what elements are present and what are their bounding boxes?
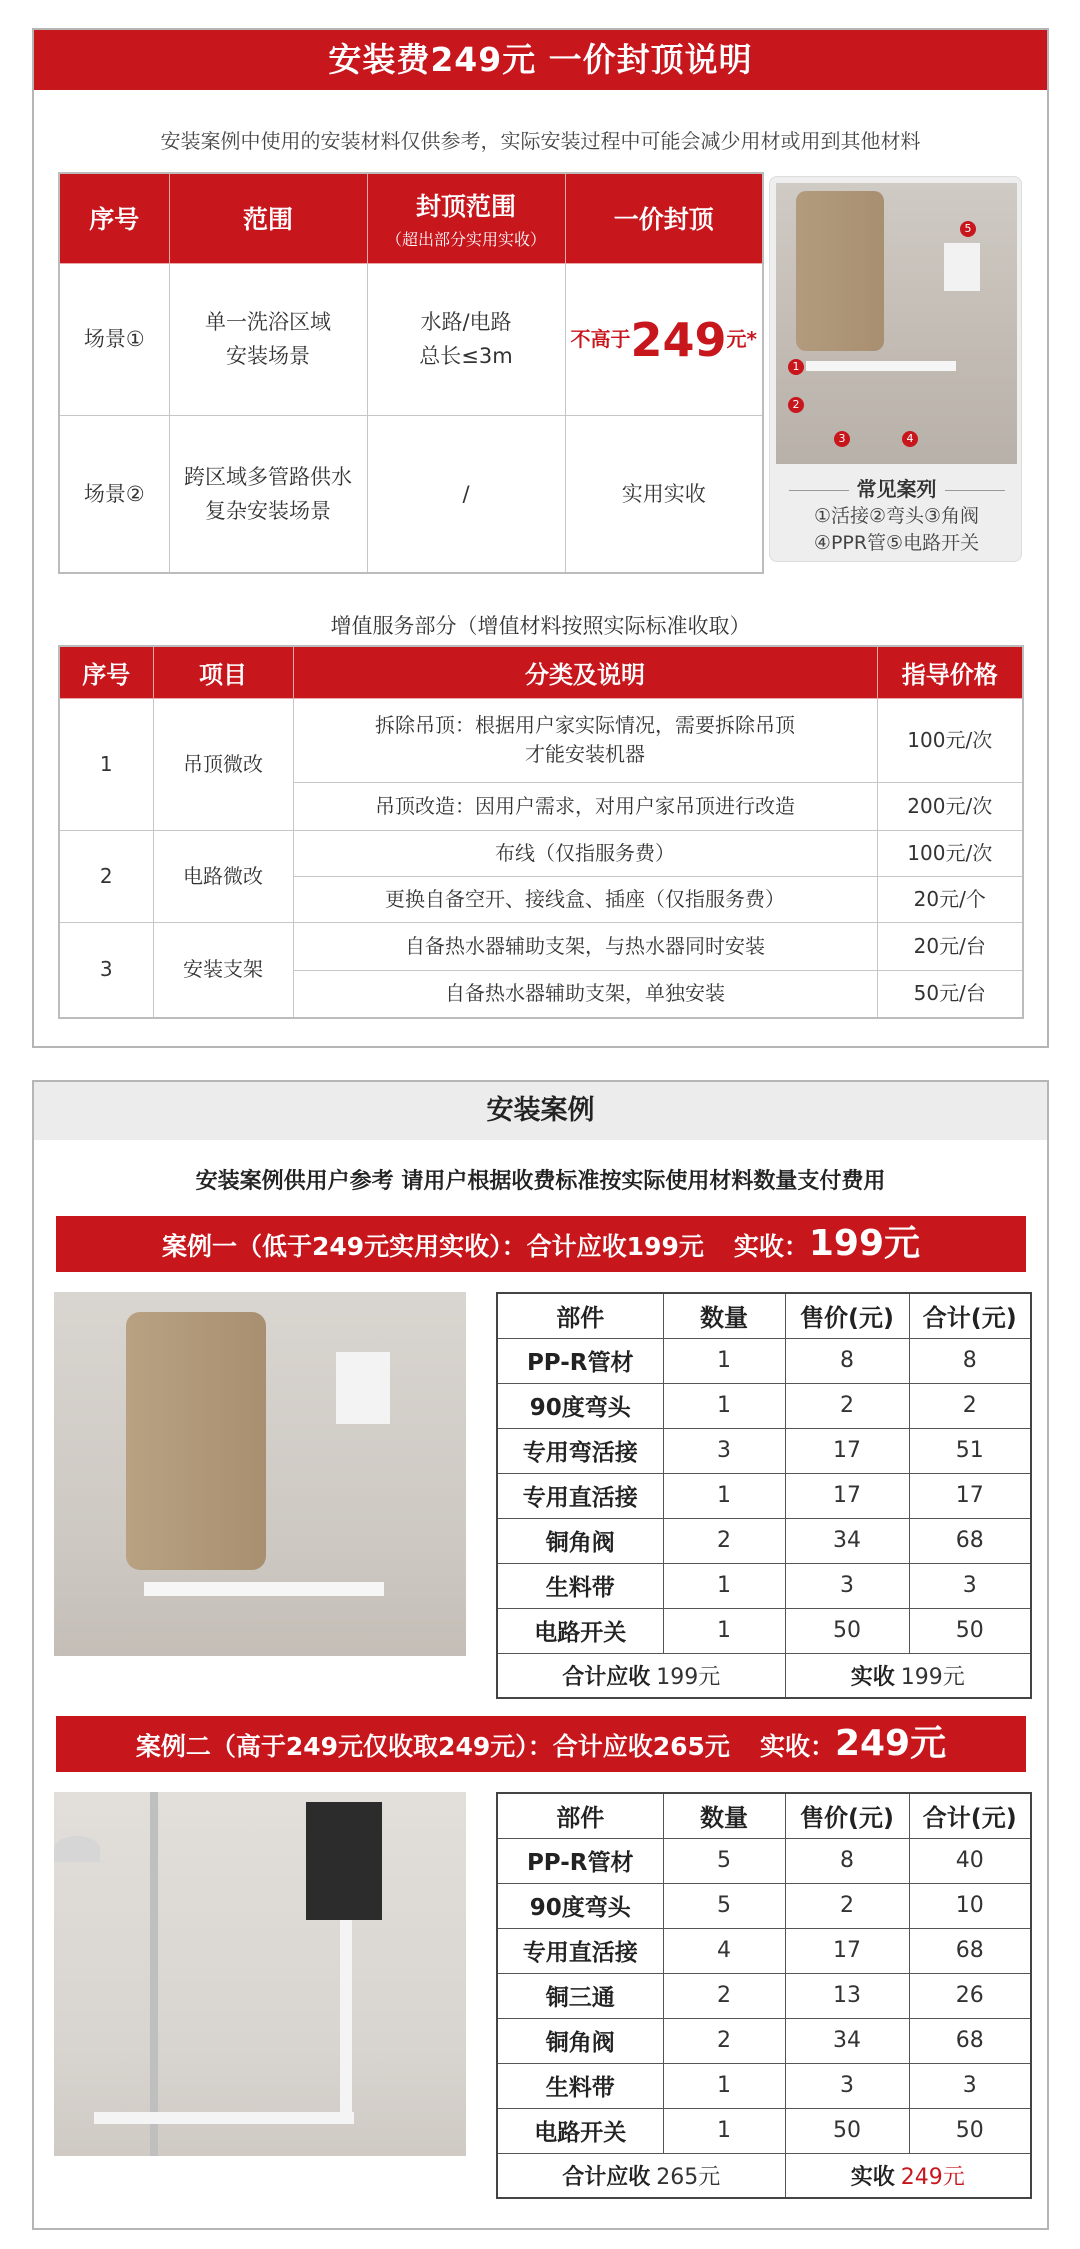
case-1-photo (54, 1292, 466, 1656)
part-total: 68 (909, 1928, 1031, 1973)
va-price: 100元/次 (877, 698, 1023, 782)
part-name: 电路开关 (497, 2108, 663, 2153)
total-due-value: 199元 (656, 1664, 721, 1690)
part-qty: 1 (663, 2063, 785, 2108)
table-row (59, 830, 1023, 876)
total-due-label: 合计应收 (562, 1664, 651, 1690)
col-price-header: 售价(元) (785, 1293, 909, 1338)
part-total: 3 (909, 1563, 1031, 1608)
pipe-image (94, 2112, 354, 2124)
part-qty: 2 (663, 1973, 785, 2018)
va-col-desc: 分类及说明 (293, 646, 877, 698)
scope-line: 复杂安装场景 (205, 498, 331, 523)
pipe-image (340, 1920, 352, 2120)
part-name: 生料带 (497, 1563, 663, 1608)
table-row (59, 263, 763, 415)
col-no-header: 序号 (59, 173, 169, 263)
table-row (59, 698, 1023, 782)
part-qty: 2 (663, 1518, 785, 1563)
common-case-line: ①活接②弯头③角阀 (813, 505, 980, 527)
part-total: 68 (909, 2018, 1031, 2063)
scene-1-range (367, 263, 565, 415)
part-name: PP-R管材 (497, 1338, 663, 1383)
col-scope-header: 范围 (169, 173, 367, 263)
col-total-header: 合计(元) (909, 1793, 1031, 1838)
case-1-paid-value: 199元 (808, 1223, 921, 1264)
table-row (497, 1428, 1031, 1473)
part-price: 34 (785, 2018, 909, 2063)
part-qty: 1 (663, 1563, 785, 1608)
part-qty: 1 (663, 1383, 785, 1428)
part-name: 专用弯活接 (497, 1428, 663, 1473)
va-price: 200元/次 (877, 782, 1023, 830)
common-case-title: 常见案列 (770, 473, 1022, 502)
part-name: 铜角阀 (497, 1518, 663, 1563)
part-total: 26 (909, 1973, 1031, 2018)
part-price: 8 (785, 1838, 909, 1883)
paid-value: 199元 (900, 1664, 965, 1690)
va-col-no: 序号 (59, 646, 153, 698)
case-2-paid-label: 实收： (759, 1732, 835, 1761)
part-name: 专用直活接 (497, 1928, 663, 1973)
table-row (497, 2063, 1031, 2108)
part-qty: 1 (663, 1608, 785, 1653)
va-desc: 吊顶改造：因用户需求，对用户家吊顶进行改造 (293, 782, 877, 830)
col-price-header: 售价(元) (785, 1793, 909, 1838)
table-row (497, 2018, 1031, 2063)
table-row (59, 922, 1023, 970)
case-1-banner (56, 1216, 1026, 1272)
value-added-title: 增值服务部分（增值材料按照实际标准收取） (330, 614, 751, 638)
common-case-line: ④PPR管⑤电路开关 (813, 532, 980, 554)
part-price: 34 (785, 1518, 909, 1563)
part-name: 专用直活接 (497, 1473, 663, 1518)
part-total: 3 (909, 2063, 1031, 2108)
paid-cell (785, 2153, 1031, 2198)
install-cases-note: 安装案例供用户参考 请用户根据收费标准按实际使用材料数量支付费用 (195, 1169, 886, 1194)
total-due-value: 265元 (656, 2164, 721, 2190)
water-heater-image (796, 191, 884, 351)
part-price: 8 (785, 1338, 909, 1383)
va-desc-line: 拆除吊顶：根据用户家实际情况，需要拆除吊顶 (375, 713, 795, 737)
va-price: 50元/台 (877, 970, 1023, 1018)
va-desc: 自备热水器辅助支架，与热水器同时安装 (293, 922, 877, 970)
table-row (497, 1383, 1031, 1428)
va-desc: 自备热水器辅助支架，单独安装 (293, 970, 877, 1018)
price-value: 249 (630, 312, 727, 367)
switch-box-image (336, 1352, 390, 1424)
install-cases-header: 安装案例 (34, 1082, 1047, 1140)
value-added-table (58, 645, 1024, 1019)
install-fee-section (32, 28, 1049, 1048)
part-total: 8 (909, 1338, 1031, 1383)
col-part-header: 部件 (497, 1293, 663, 1338)
part-total: 68 (909, 1518, 1031, 1563)
price-suffix: 元* (726, 326, 757, 351)
table-row (497, 1928, 1031, 1973)
part-total: 50 (909, 2108, 1031, 2153)
total-row (497, 2153, 1031, 2198)
tag-5-badge: 5 (960, 221, 976, 237)
part-qty: 3 (663, 1428, 785, 1473)
part-qty: 1 (663, 2108, 785, 2153)
part-qty: 2 (663, 2018, 785, 2063)
part-qty: 1 (663, 1473, 785, 1518)
part-price: 50 (785, 2108, 909, 2153)
va-price: 20元/台 (877, 922, 1023, 970)
va-price: 20元/个 (877, 876, 1023, 922)
part-name: 铜角阀 (497, 2018, 663, 2063)
part-price: 13 (785, 1973, 909, 2018)
part-total: 50 (909, 1608, 1031, 1653)
col-cap-range-header (367, 173, 565, 263)
va-desc: 更换自备空开、接线盒、插座（仅指服务费） (293, 876, 877, 922)
table-row (497, 1838, 1031, 1883)
range-line: 水路/电路 (420, 310, 512, 334)
part-qty: 5 (663, 1838, 785, 1883)
part-total: 51 (909, 1428, 1031, 1473)
part-qty: 5 (663, 1883, 785, 1928)
tag-3-badge: 3 (834, 431, 850, 447)
part-name: PP-R管材 (497, 1838, 663, 1883)
part-total: 40 (909, 1838, 1031, 1883)
va-group-item: 电路微改 (153, 830, 293, 922)
paid-value: 249元 (900, 2164, 965, 2190)
paid-label: 实收 (850, 2164, 895, 2190)
table-row (497, 1473, 1031, 1518)
part-qty: 4 (663, 1928, 785, 1973)
case-1-paid-label: 实收： (733, 1232, 809, 1261)
switch-box-image (944, 243, 980, 291)
install-cases-section (32, 1080, 1049, 2230)
col-total-header: 合计(元) (909, 1293, 1031, 1338)
scene-2-price: 实用实收 (565, 415, 763, 573)
va-desc: 布线（仅指服务费） (293, 830, 877, 876)
scene-1-label: 场景① (59, 263, 169, 415)
part-total: 2 (909, 1383, 1031, 1428)
part-name: 铜三通 (497, 1973, 663, 2018)
part-price: 17 (785, 1928, 909, 1973)
tag-1-badge: 1 (788, 359, 804, 375)
va-desc (293, 698, 877, 782)
shower-pole-image (150, 1792, 158, 2156)
total-due-cell (497, 1653, 785, 1698)
total-due-label: 合计应收 (562, 2164, 651, 2190)
paid-label: 实收 (850, 1664, 895, 1690)
col-qty-header: 数量 (663, 1793, 785, 1838)
pipe-image (144, 1582, 384, 1596)
va-desc-line: 才能安装机器 (525, 742, 645, 766)
part-name: 电路开关 (497, 1608, 663, 1653)
va-group-no: 2 (59, 830, 153, 922)
va-col-item: 项目 (153, 646, 293, 698)
scene-1-scope (169, 263, 367, 415)
part-price: 17 (785, 1428, 909, 1473)
va-group-item: 安装支架 (153, 922, 293, 1018)
scope-line: 单一洗浴区域 (205, 310, 331, 334)
part-name: 90度弯头 (497, 1883, 663, 1928)
price-cap-table (58, 172, 764, 574)
water-heater-image (126, 1312, 266, 1570)
tag-2-badge: 2 (788, 397, 804, 413)
case-1-table (496, 1292, 1032, 1699)
material-note: 安装案例中使用的安装材料仅供参考，实际安装过程中可能会减少用材或用到其他材料 (160, 129, 921, 153)
part-name: 90度弯头 (497, 1383, 663, 1428)
case-2-table (496, 1792, 1032, 2199)
part-qty: 1 (663, 1338, 785, 1383)
table-row (497, 1973, 1031, 2018)
part-price: 2 (785, 1883, 909, 1928)
scene-2-scope (169, 415, 367, 573)
heater-install-photo (776, 183, 1017, 464)
scene-1-price (565, 263, 763, 415)
va-price: 100元/次 (877, 830, 1023, 876)
scope-line: 安装场景 (226, 344, 310, 368)
va-group-no: 1 (59, 698, 153, 830)
part-price: 50 (785, 1608, 909, 1653)
col-one-price-header: 一价封顶 (565, 173, 763, 263)
va-group-item: 吊顶微改 (153, 698, 293, 830)
col-part-header: 部件 (497, 1793, 663, 1838)
water-heater-image (306, 1802, 382, 1920)
table-row (497, 2108, 1031, 2153)
scene-2-label: 场景② (59, 415, 169, 573)
cap-range-subtitle: （超出部分实用实收） (385, 229, 546, 249)
common-case-panel (769, 176, 1022, 562)
part-price: 3 (785, 2063, 909, 2108)
part-total: 10 (909, 1883, 1031, 1928)
pipe-image (806, 361, 956, 371)
total-row (497, 1653, 1031, 1698)
total-due-cell (497, 2153, 785, 2198)
table-row (497, 1338, 1031, 1383)
case-1-banner-text: 案例一（低于249元实用实收）：合计应收199元 (161, 1232, 704, 1261)
table-row (59, 415, 763, 573)
case-2-banner (56, 1716, 1026, 1772)
table-row (497, 1883, 1031, 1928)
price-prefix: 不高于 (570, 326, 631, 351)
case-2-banner-text: 案例二（高于249元仅收取249元）：合计应收265元 (135, 1732, 730, 1761)
table-row (497, 1608, 1031, 1653)
common-case-list (770, 503, 1022, 557)
shower-head-image (54, 1836, 100, 1862)
part-price: 17 (785, 1473, 909, 1518)
part-price: 2 (785, 1383, 909, 1428)
table-row (497, 1563, 1031, 1608)
cap-range-title: 封顶范围 (415, 191, 516, 221)
part-total: 17 (909, 1473, 1031, 1518)
scene-2-range: / (367, 415, 565, 573)
install-fee-banner: 安装费249元 一价封顶说明 (34, 30, 1047, 90)
part-name: 生料带 (497, 2063, 663, 2108)
col-qty-header: 数量 (663, 1293, 785, 1338)
part-price: 3 (785, 1563, 909, 1608)
va-group-no: 3 (59, 922, 153, 1018)
tag-4-badge: 4 (902, 431, 918, 447)
range-line: 总长≤3m (419, 344, 513, 368)
case-2-photo (54, 1792, 466, 2156)
va-col-price: 指导价格 (877, 646, 1023, 698)
table-row (497, 1518, 1031, 1563)
paid-cell (785, 1653, 1031, 1698)
case-2-paid-value: 249元 (834, 1723, 947, 1764)
scope-line: 跨区域多管路供水 (184, 464, 352, 489)
